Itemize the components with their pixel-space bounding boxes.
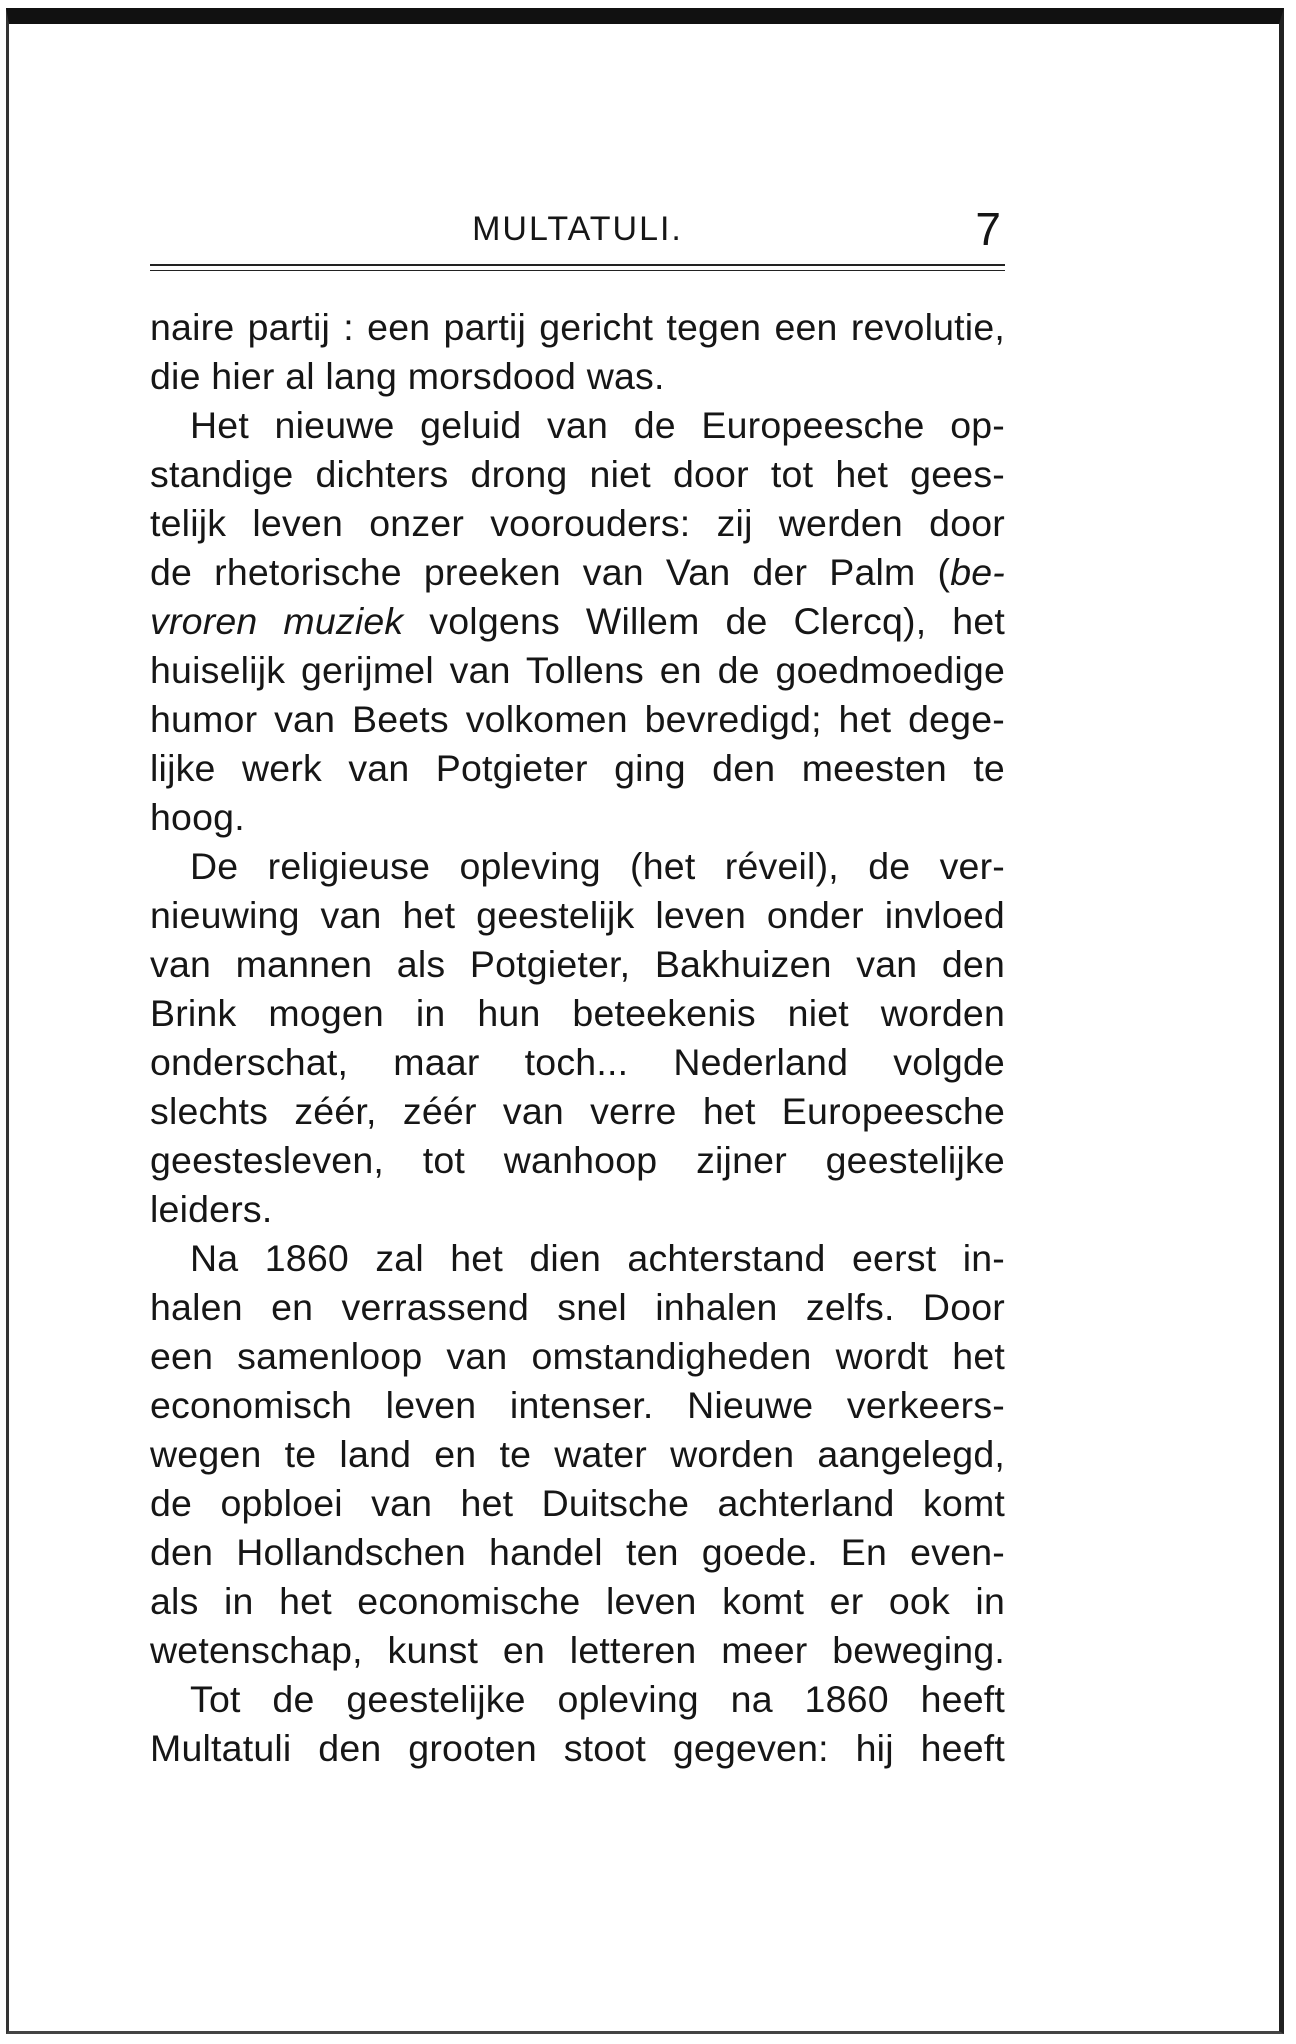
text-line: als in het economische leven komt er ook in <box>150 1580 1005 1622</box>
text-line: den Hollandschen handel ten goede. En even- <box>150 1531 1005 1573</box>
running-title: MULTATULI. <box>472 210 683 248</box>
text-line: een samenloop van omstandigheden wordt het <box>150 1335 1005 1377</box>
text-line: slechts zéér, zéér van verre het Europeesche <box>150 1090 1005 1132</box>
text-line: geestesleven, tot wanhoop zijner geestelijke <box>150 1139 1005 1181</box>
text-line: De religieuse opleving (het réveil), de ver- <box>190 845 1005 887</box>
text-span: de rhetorische preeken van Van der Palm ( <box>150 551 951 593</box>
text-line: standige dichters drong niet door tot het gees- <box>150 453 1005 495</box>
text-line: economisch leven intenser. Nieuwe verkeers- <box>150 1384 1005 1426</box>
text-line-with-italic <box>150 548 1005 597</box>
text-line: Multatuli den grooten stoot gegeven: hij heeft <box>150 1727 1005 1769</box>
text-line: naire partij : een partij gericht tegen een revolutie, <box>150 306 1005 348</box>
body-text <box>150 303 1005 1773</box>
text-line: halen en verrassend snel inhalen zelfs. Door <box>150 1286 1005 1328</box>
book-page <box>150 200 1005 1773</box>
running-head <box>150 200 1005 255</box>
text-line-with-italic <box>150 597 1005 646</box>
text-line: telijk leven onzer voorouders: zij werden door <box>150 502 1005 544</box>
header-rule <box>150 264 1005 266</box>
text-line: van mannen als Potgieter, Bakhuizen van den <box>150 943 1005 985</box>
text-line: nieuwing van het geestelijk leven onder invloed <box>150 894 1005 936</box>
paragraph-5 <box>150 1675 1005 1773</box>
text-line: wegen te land en te water worden aangelegd, <box>150 1433 1005 1475</box>
paragraph-4 <box>150 1234 1005 1675</box>
text-span: volgens Willem de Clercq), het <box>403 600 1006 642</box>
text-line: onderschat, maar toch... Nederland volgde <box>150 1041 1005 1083</box>
text-line: Brink mogen in hun beteekenis niet worden <box>150 992 1005 1034</box>
paragraph-1 <box>150 303 1005 401</box>
text-line: lijke werk van Potgieter ging den meesten te <box>150 747 1005 789</box>
text-line: hoog. <box>150 796 245 838</box>
paragraph-3 <box>150 842 1005 1234</box>
paragraph-2 <box>150 401 1005 842</box>
text-line: leiders. <box>150 1188 273 1230</box>
page-number: 7 <box>975 203 1001 255</box>
text-line: Het nieuwe geluid van de Europeesche op- <box>190 404 1005 446</box>
text-line: de opbloei van het Duitsche achterland komt <box>150 1482 1005 1524</box>
text-line: wetenschap, kunst en letteren meer beweging. <box>150 1629 1005 1671</box>
italic-span: vroren muziek <box>150 600 404 642</box>
text-line: die hier al lang morsdood was. <box>150 355 665 397</box>
text-line: humor van Beets volkomen bevredigd; het dege- <box>150 698 1005 740</box>
text-line: Na 1860 zal het dien achterstand eerst in- <box>190 1237 1005 1279</box>
header-rule-thin <box>150 270 1005 271</box>
text-line: huiselijk gerijmel van Tollens en de goedmoedige <box>150 649 1005 691</box>
italic-span: be- <box>950 551 1005 593</box>
text-line: Tot de geestelijke opleving na 1860 heeft <box>190 1678 1005 1720</box>
